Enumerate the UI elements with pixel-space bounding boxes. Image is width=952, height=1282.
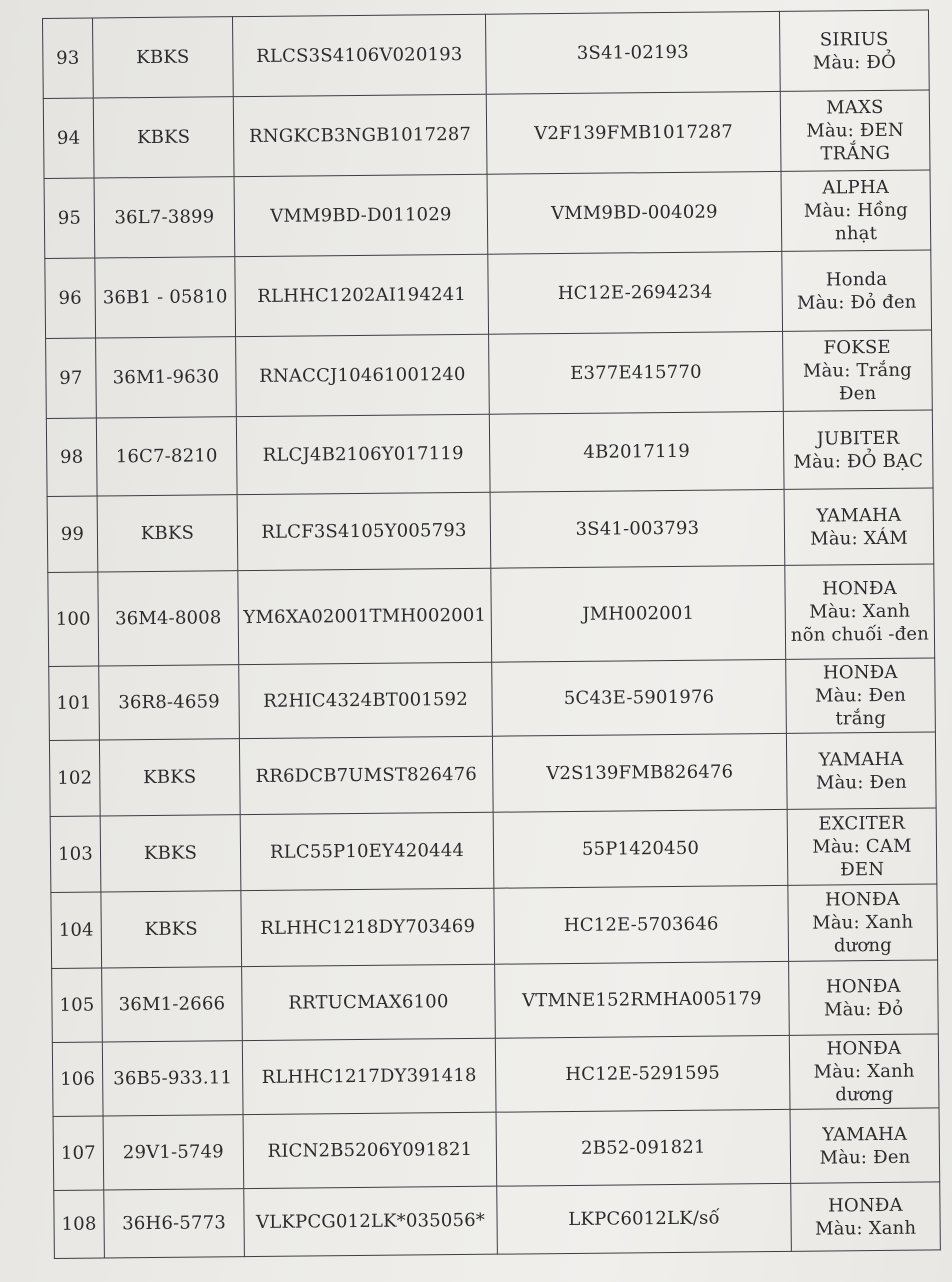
plate-number-cell: 36B1 - 05810: [95, 257, 236, 338]
table-row: [52, 960, 939, 1043]
vehicle-color: Màu: Trắng Đen: [802, 359, 913, 405]
row-number-cell: 96: [45, 258, 96, 338]
table-row: [46, 330, 933, 419]
vehicle-color: Màu: Đen: [819, 1146, 911, 1169]
row-number-cell: 100: [48, 572, 99, 666]
engine-number-cell: HC12E-5703646: [494, 885, 789, 964]
vehicle-model: FOKSE: [823, 336, 891, 359]
vehicle-model: HONĐA: [826, 1037, 902, 1060]
vehicle-color: Màu: ĐỎ: [812, 51, 897, 74]
table-row: [43, 10, 930, 99]
frame-number-cell: RICN2B5206Y091821: [243, 1112, 497, 1188]
model-color-cell: [790, 1108, 940, 1183]
frame-number-cell: RLCF3S4105Y005793: [237, 492, 491, 570]
model-color-cell: [786, 732, 936, 809]
row-number-cell: 94: [43, 98, 94, 178]
row-number-cell: 93: [43, 18, 94, 98]
plate-number-cell: KBKS: [101, 891, 242, 968]
vehicle-color: Màu: Đen trắng: [814, 684, 907, 730]
frame-number-cell: RNGKCB3NGB1017287: [233, 94, 487, 176]
model-color-cell: [785, 564, 935, 659]
model-color-cell: [786, 658, 936, 733]
engine-number-cell: 5C43E-5901976: [492, 659, 787, 736]
model-color-cell: [789, 960, 939, 1035]
frame-number-cell: RNACCJ10461001240: [236, 334, 490, 416]
row-number-cell: 98: [46, 418, 97, 496]
vehicle-color: Màu: Đen: [815, 771, 907, 794]
engine-number-cell: 2B52-091821: [496, 1109, 791, 1186]
table-row: [49, 732, 936, 817]
plate-number-cell: 36H6-5773: [104, 1189, 245, 1258]
frame-number-cell: RLHHC1202AI194241: [235, 254, 489, 336]
vehicle-model: YAMAHA: [822, 1123, 908, 1146]
plate-number-cell: 36M1-9630: [96, 337, 237, 418]
plate-number-cell: KBKS: [93, 97, 234, 178]
plate-number-cell: 29V1-5749: [103, 1115, 244, 1190]
vehicle-model: EXCITER: [818, 812, 906, 835]
vehicle-model: ALPHA: [822, 176, 890, 199]
vehicle-model: MAXS: [826, 96, 884, 119]
engine-number-cell: VTMNE152RMHA005179: [495, 961, 790, 1038]
model-color-cell: [787, 808, 937, 885]
table-row: [52, 1034, 939, 1117]
vehicle-model: JUBITER: [816, 427, 900, 450]
table-row: [49, 658, 936, 741]
engine-number-cell: JMH002001: [491, 565, 786, 662]
vehicle-color: Màu: Xanh dương: [813, 1060, 915, 1106]
vehicle-color: Màu: Xanh: [815, 1217, 917, 1240]
model-color-cell: [784, 488, 934, 565]
frame-number-cell: RLCS3S4106V020193: [232, 14, 486, 96]
frame-number-cell: YM6XA02001TMH002001: [238, 568, 492, 664]
model-color-cell: [789, 1034, 939, 1109]
plate-number-cell: 16C7-8210: [96, 417, 237, 496]
engine-number-cell: E377E415770: [489, 331, 784, 414]
engine-number-cell: 4B2017119: [489, 411, 784, 492]
table-row: [43, 90, 930, 179]
engine-number-cell: 3S41-02193: [485, 11, 780, 94]
vehicle-color: Màu: Xanh dương: [812, 911, 914, 957]
table-row: [51, 884, 938, 969]
frame-number-cell: R2HIC4324BT001592: [239, 662, 493, 738]
vehicle-color: Màu: Đỏ đen: [796, 291, 917, 314]
vehicle-model: YAMAHA: [816, 504, 902, 527]
frame-number-cell: RLHHC1218DY703469: [241, 888, 495, 966]
row-number-cell: 106: [52, 1042, 103, 1116]
frame-number-cell: RRTUCMAX6100: [242, 964, 496, 1040]
plate-number-cell: 36M4-8008: [98, 571, 239, 666]
row-number-cell: 102: [49, 740, 100, 816]
model-color-cell: [783, 330, 933, 411]
vehicle-model: HONĐA: [822, 661, 898, 684]
vehicle-model: YAMAHA: [818, 748, 904, 771]
model-color-cell: [782, 250, 932, 331]
table-row: [47, 488, 934, 573]
table-row: [54, 1182, 941, 1259]
frame-number-cell: RLC55P10EY420444: [240, 812, 494, 890]
vehicle-model: HONĐA: [825, 975, 901, 998]
row-number-cell: 104: [51, 892, 102, 968]
model-color-cell: [781, 170, 931, 251]
plate-number-cell: KBKS: [97, 495, 238, 572]
row-number-cell: 101: [49, 666, 100, 740]
engine-number-cell: 55P1420450: [493, 809, 788, 888]
frame-number-cell: RLHHC1217DY391418: [242, 1038, 496, 1114]
frame-number-cell: RLCJ4B2106Y017119: [236, 414, 490, 494]
vehicle-table-body: [43, 10, 941, 1258]
vehicle-color: Màu: ĐEN TRẮNG: [806, 119, 904, 165]
model-color-cell: [791, 1182, 941, 1251]
engine-number-cell: V2F139FMB1017287: [486, 91, 781, 174]
vehicle-color: Màu: Xanh nõn chuối -đen: [790, 600, 930, 646]
plate-number-cell: KBKS: [100, 815, 241, 892]
vehicle-color: Màu: ĐỎ BẠC: [793, 450, 924, 473]
row-number-cell: 105: [52, 968, 103, 1042]
model-color-cell: [780, 90, 930, 171]
model-color-cell: [788, 884, 938, 961]
row-number-cell: 107: [53, 1116, 104, 1190]
table-row: [53, 1108, 940, 1191]
table-row: [50, 808, 937, 893]
table-row: [44, 170, 931, 259]
table-row: [45, 250, 932, 339]
plate-number-cell: 36B5-933.11: [102, 1041, 243, 1116]
plate-number-cell: 36L7-3899: [94, 177, 235, 258]
model-color-cell: [779, 10, 929, 91]
frame-number-cell: VMM9BD-D011029: [234, 174, 488, 256]
vehicle-color: Màu: Đỏ: [823, 998, 904, 1021]
vehicle-model: HONĐA: [827, 1194, 903, 1217]
row-number-cell: 97: [46, 338, 97, 418]
plate-number-cell: 36R8-4659: [99, 665, 240, 740]
plate-number-cell: 36M1-2666: [102, 967, 243, 1042]
engine-number-cell: LKPC6012LK/số: [497, 1183, 792, 1254]
table-row: [46, 410, 933, 497]
vehicle-table: [42, 9, 941, 1258]
plate-number-cell: KBKS: [99, 739, 240, 816]
row-number-cell: 95: [44, 178, 95, 258]
row-number-cell: 108: [54, 1190, 105, 1258]
plate-number-cell: KBKS: [93, 17, 234, 98]
table-row: [48, 564, 935, 667]
frame-number-cell: RR6DCB7UMST826476: [239, 736, 493, 814]
vehicle-model: HONĐA: [822, 577, 897, 600]
vehicle-model: HONĐA: [825, 888, 900, 911]
engine-number-cell: VMM9BD-004029: [487, 171, 782, 254]
vehicle-color: Màu: Hồng nhạt: [803, 199, 909, 245]
engine-number-cell: V2S139FMB826476: [492, 733, 787, 812]
frame-number-cell: VLKPCG012LK*035056*: [244, 1186, 498, 1256]
engine-number-cell: 3S41-003793: [490, 489, 785, 568]
vehicle-color: Màu: XÁM: [810, 527, 909, 550]
row-number-cell: 103: [50, 816, 101, 892]
row-number-cell: 99: [47, 496, 98, 572]
engine-number-cell: HC12E-2694234: [488, 251, 783, 334]
vehicle-model: Honda: [825, 268, 888, 290]
engine-number-cell: HC12E-5291595: [495, 1035, 790, 1112]
vehicle-color: Màu: CAM ĐEN: [812, 835, 912, 881]
vehicle-model: SIRIUS: [819, 28, 889, 51]
model-color-cell: [783, 410, 933, 489]
